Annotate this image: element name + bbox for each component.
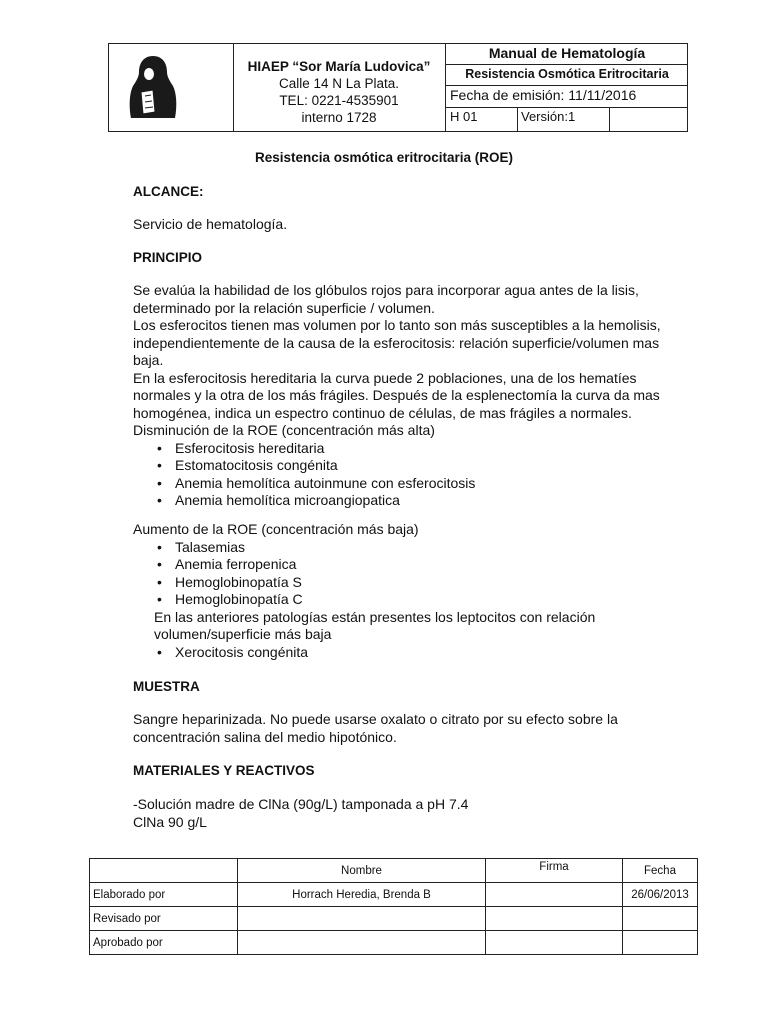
manual-title: Manual de Hematología — [488, 45, 646, 61]
signature-table — [89, 858, 698, 955]
paragraph-line: Los esferocitos tienen mas volumen por lo tanto son más susceptibles a la hemolisis, — [133, 317, 661, 333]
aumento-block — [133, 521, 713, 661]
list-item: • Estomatocitosis congénita — [133, 457, 713, 475]
paragraph-line: Se evalúa la habilidad de los glóbulos rojos para incorporar agua antes de la lisis, — [133, 282, 639, 298]
header-divider — [445, 107, 687, 108]
header-divider — [609, 107, 610, 131]
paragraph-line: concentración salina del medio hipotónico. — [133, 728, 397, 745]
list-item: • Talasemias — [133, 539, 713, 557]
muestra-body — [133, 711, 713, 746]
paragraph-line: independientemente de la causa de la esferocitosis: relación superficie/volumen mas — [133, 334, 660, 351]
hospital-phone: TEL: 0221-4535901 — [279, 93, 399, 108]
table-header-cell: Nombre — [238, 859, 486, 883]
signature-cell — [486, 907, 623, 931]
list-item: • Anemia ferropenica — [133, 556, 713, 574]
name-cell — [238, 931, 486, 955]
hospital-logo — [123, 52, 183, 124]
document-title-cell: Resistencia Osmótica Eritrocitaria — [465, 67, 669, 81]
paragraph-line: homogénea, indica un espectro continuo de células, de mas frágiles a normales. — [133, 404, 632, 421]
name-cell: Horrach Heredia, Brenda B — [238, 883, 486, 907]
alcance-heading: ALCANCE: — [133, 184, 204, 199]
principio-body — [133, 282, 713, 510]
materiales-body — [133, 796, 713, 831]
list-item: • Esferocitosis hereditaria — [133, 440, 713, 458]
table-header-cell: Firma — [486, 859, 623, 883]
date-cell — [623, 907, 698, 931]
hospital-info — [233, 58, 445, 126]
alcance-text: Servicio de hematología. — [133, 216, 288, 232]
hospital-address: Calle 14 N La Plata. — [278, 76, 400, 91]
disminucion-label: Disminución de la ROE (concentración más alta) — [133, 422, 435, 438]
aumento-label: Aumento de la ROE (concentración más baja) — [133, 521, 419, 537]
date-cell: 26/06/2013 — [623, 883, 698, 907]
document-header — [108, 43, 688, 132]
paragraph-line: determinado por la relación superficie / volumen. — [133, 299, 435, 316]
paragraph-line: -Solución madre de ClNa (90g/L) tamponada a pH 7.4 — [133, 796, 469, 812]
materiales-heading: MATERIALES Y REACTIVOS — [133, 763, 315, 778]
table-header-row — [90, 859, 698, 883]
signature-cell — [486, 883, 623, 907]
list-item: • Anemia hemolítica autoinmune con esferocitosis — [133, 475, 713, 493]
table-header-cell — [90, 859, 238, 883]
paragraph-line: Sangre heparinizada. No puede usarse oxalato o citrato por su efecto sobre la — [133, 711, 618, 727]
header-divider — [445, 64, 687, 65]
paragraph-line: baja. — [133, 352, 164, 368]
issue-date: Fecha de emisión: 11/11/2016 — [450, 87, 637, 103]
document-version: Versión:1 — [521, 109, 576, 124]
paragraph-line: En la esferocitosis hereditaria la curva puede 2 poblaciones, una de los hematíes — [133, 369, 637, 386]
hospital-name: HIAEP “Sor María Ludovica” — [247, 59, 431, 74]
aumento-note-line: En las anteriores patologías están presentes los leptocitos con relación — [154, 608, 596, 625]
header-divider — [445, 85, 687, 86]
paragraph-line: normales y la otra de los más frágiles. Después de la esplenectomía la curva da mas — [133, 387, 660, 403]
page-title: Resistencia osmótica eritrocitaria (ROE) — [254, 150, 514, 165]
role-cell: Revisado por — [90, 907, 238, 931]
table-row — [90, 883, 698, 907]
role-cell: Aprobado por — [90, 931, 238, 955]
muestra-heading: MUESTRA — [133, 679, 200, 694]
principio-heading: PRINCIPIO — [133, 250, 203, 265]
name-cell — [238, 907, 486, 931]
list-item: • Hemoglobinopatía C — [133, 591, 713, 609]
paragraph-line: ClNa 90 g/L — [133, 813, 207, 830]
table-row — [90, 907, 698, 931]
date-cell — [623, 931, 698, 955]
list-item: • Hemoglobinopatía S — [133, 574, 713, 592]
role-cell: Elaborado por — [90, 883, 238, 907]
table-header-cell: Fecha — [623, 859, 698, 883]
signature-cell — [486, 931, 623, 955]
hospital-extension: interno 1728 — [301, 110, 377, 125]
disminucion-list — [133, 440, 713, 510]
aumento-note-line: volumen/superficie más baja — [154, 626, 332, 642]
aumento-list — [133, 539, 713, 609]
document-code: H 01 — [450, 109, 478, 124]
list-item: • Anemia hemolítica microangiopatica — [133, 492, 713, 510]
table-row — [90, 931, 698, 955]
list-item: • Xerocitosis congénita — [133, 644, 713, 662]
header-divider — [517, 107, 518, 131]
aumento-list-extra — [133, 644, 713, 662]
